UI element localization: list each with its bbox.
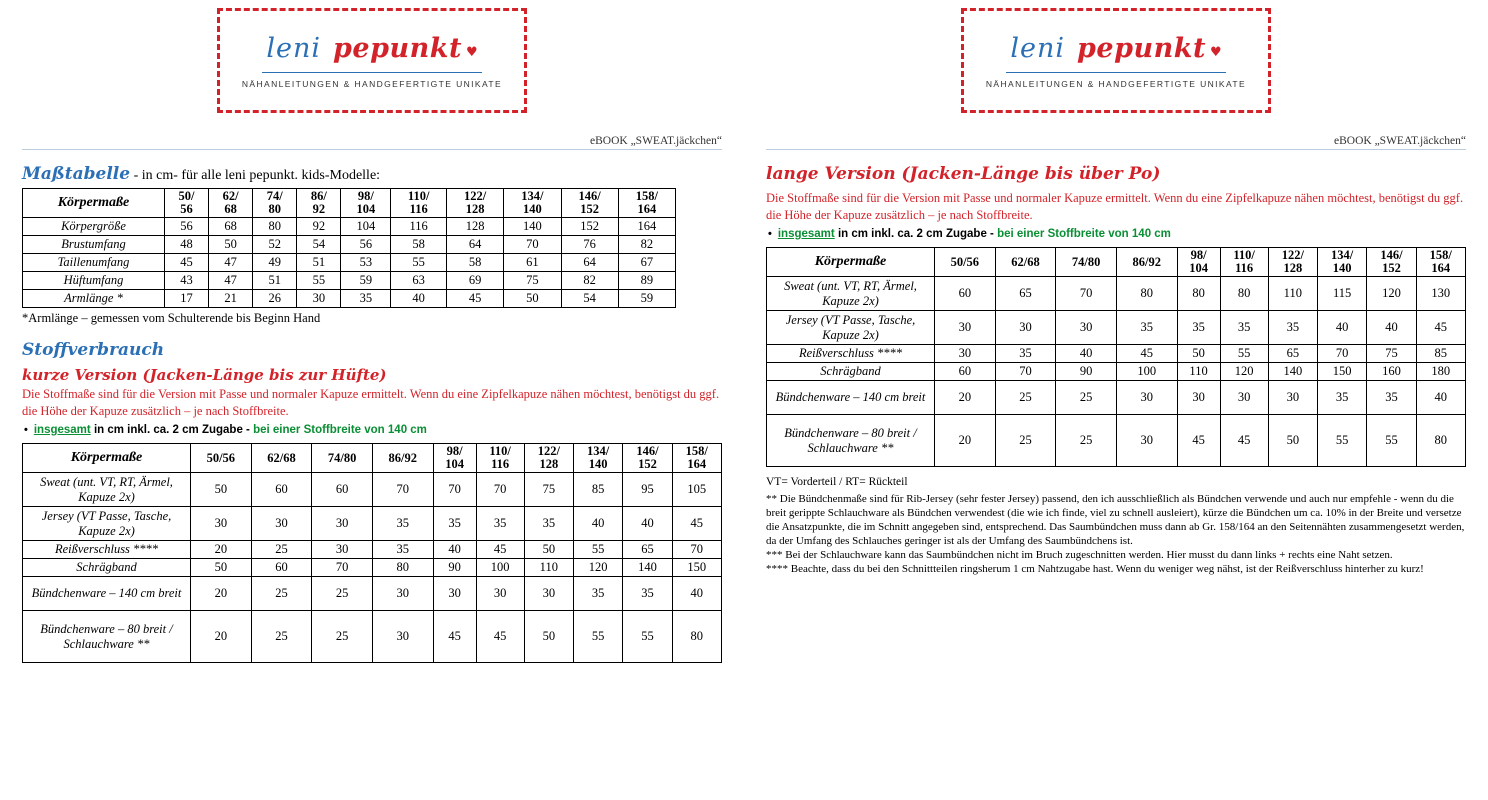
stoffverbrauch-heading: Stoffverbrauch xyxy=(22,340,165,361)
bullet-insgesamt: insgesamt xyxy=(777,227,835,240)
cell: 35 xyxy=(433,507,476,541)
cell: 164 xyxy=(618,218,675,236)
cell: 130 xyxy=(1416,277,1465,311)
col-head: 74/80 xyxy=(312,444,373,473)
cell: 82 xyxy=(561,272,618,290)
cell: 59 xyxy=(618,290,675,308)
cell: 152 xyxy=(561,218,618,236)
cell: 50 xyxy=(504,290,561,308)
cell: 80 xyxy=(1116,277,1177,311)
cell: 35 xyxy=(372,507,433,541)
table-row xyxy=(23,272,676,290)
row-label: Bündchenware – 80 breit / Schlauchware ** xyxy=(23,611,191,663)
cell: 30 xyxy=(372,577,433,611)
cell: 30 xyxy=(312,541,373,559)
table-header-row xyxy=(23,189,676,218)
cell: 55 xyxy=(573,541,622,559)
cell: 64 xyxy=(561,254,618,272)
col-head: 158/ 164 xyxy=(618,189,675,218)
cell: 45 xyxy=(433,611,476,663)
cell: 30 xyxy=(1177,381,1220,415)
cell: 180 xyxy=(1416,363,1465,381)
cell: 35 xyxy=(1367,381,1416,415)
cell: 58 xyxy=(447,254,504,272)
cell: 75 xyxy=(504,272,561,290)
kurze-version-heading: kurze Version (Jacken-Länge bis zur Hüfte) xyxy=(22,366,387,385)
table-corner-label: Körpermaße xyxy=(23,444,191,473)
cell: 30 xyxy=(1116,415,1177,467)
footnote-nahtzugabe: **** Beachte, dass du bei den Schnittteilen ringsherum 1 cm Nahtzugabe hast. Wenn du weniger weg nähst, ist der Reißverschluss hinterher zu kurz! xyxy=(766,563,1424,576)
cell: 30 xyxy=(372,611,433,663)
cell: 54 xyxy=(297,236,341,254)
cell: 110 xyxy=(524,559,573,577)
cell: 64 xyxy=(447,236,504,254)
cell: 45 xyxy=(447,290,504,308)
bullet-icon: • xyxy=(24,424,28,436)
logo-tagline: NÄHANLEITUNGEN & HANDGEFERTIGTE UNIKATE xyxy=(985,78,1247,89)
cell: 53 xyxy=(341,254,391,272)
cell: 35 xyxy=(1220,311,1268,345)
col-head: 110/ 116 xyxy=(391,189,447,218)
cell: 43 xyxy=(165,272,209,290)
cell: 85 xyxy=(573,473,622,507)
cell: 82 xyxy=(618,236,675,254)
cell: 75 xyxy=(1367,345,1416,363)
cell: 35 xyxy=(623,577,672,611)
row-label: Körpergröße xyxy=(23,218,165,236)
cell: 80 xyxy=(1177,277,1220,311)
col-head: 98/ 104 xyxy=(1177,247,1220,276)
cell: 48 xyxy=(165,236,209,254)
cell: 90 xyxy=(433,559,476,577)
cell: 30 xyxy=(191,507,252,541)
cell: 25 xyxy=(995,381,1056,415)
measurement-table xyxy=(22,188,676,308)
cell: 40 xyxy=(1317,311,1366,345)
table-row xyxy=(23,541,722,559)
table-row xyxy=(23,254,676,272)
cell: 67 xyxy=(618,254,675,272)
table-row xyxy=(767,345,1466,363)
table-row xyxy=(767,363,1466,381)
cell: 35 xyxy=(1268,311,1317,345)
cell: 65 xyxy=(995,277,1056,311)
col-head: 110/ 116 xyxy=(476,444,524,473)
heart-icon: ♥ xyxy=(465,44,478,60)
footnote-schlauchware: *** Bei der Schlauchware kann das Saumbündchen nicht im Bruch zugeschnitten werden. Hier musst du dann links + rechts eine Naht setzen. xyxy=(766,549,1393,562)
cell: 70 xyxy=(312,559,373,577)
table-row xyxy=(767,381,1466,415)
lang-bullet xyxy=(768,228,1488,241)
cell: 45 xyxy=(1177,415,1220,467)
col-head: 98/ 104 xyxy=(341,189,391,218)
bullet-icon: • xyxy=(768,227,772,240)
col-head: 146/ 152 xyxy=(623,444,672,473)
cell: 35 xyxy=(476,507,524,541)
armlaenge-note: *Armlänge – gemessen vom Schulterende bis Beginn Hand xyxy=(22,311,321,326)
bullet-middle: in cm inkl. ca. 2 cm Zugabe - xyxy=(834,227,998,240)
col-head: 122/ 128 xyxy=(1268,247,1317,276)
cell: 25 xyxy=(251,541,312,559)
cell: 51 xyxy=(297,254,341,272)
cell: 26 xyxy=(253,290,297,308)
cell: 40 xyxy=(391,290,447,308)
cell: 80 xyxy=(1416,415,1465,467)
cell: 89 xyxy=(618,272,675,290)
col-head: 110/ 116 xyxy=(1220,247,1268,276)
table-header-row xyxy=(767,247,1466,276)
cell: 20 xyxy=(191,541,252,559)
bullet-insgesamt: insgesamt xyxy=(33,424,91,436)
cell: 21 xyxy=(209,290,253,308)
row-label: Hüftumfang xyxy=(23,272,165,290)
cell: 45 xyxy=(165,254,209,272)
cell: 56 xyxy=(165,218,209,236)
cell: 55 xyxy=(391,254,447,272)
row-label: Sweat (unt. VT, RT, Ärmel, Kapuze 2x) xyxy=(767,277,935,311)
cell: 20 xyxy=(191,611,252,663)
row-label: Armlänge * xyxy=(23,290,165,308)
table-row xyxy=(23,218,676,236)
cell: 20 xyxy=(191,577,252,611)
lange-version-paragraph: Die Stoffmaße sind für die Version mit Passe und normaler Kapuze ermittelt. Wenn du eine Zipfelkapuze nähen möchtest, benötigst du ggf. die Höhe der Kapuze zusätzlich – je nach Stoffbreite. xyxy=(766,191,1464,222)
table-row xyxy=(23,473,722,507)
lange-version-table xyxy=(766,247,1466,467)
cell: 35 xyxy=(1317,381,1366,415)
cell: 35 xyxy=(524,507,573,541)
cell: 80 xyxy=(1220,277,1268,311)
cell: 30 xyxy=(312,507,373,541)
logo-word-pepunkt: pepunkt xyxy=(1077,32,1206,64)
cell: 45 xyxy=(672,507,721,541)
col-head: 98/ 104 xyxy=(433,444,476,473)
cell: 75 xyxy=(524,473,573,507)
col-head: 122/ 128 xyxy=(447,189,504,218)
cell: 40 xyxy=(672,577,721,611)
cell: 55 xyxy=(1367,415,1416,467)
cell: 30 xyxy=(1220,381,1268,415)
cell: 30 xyxy=(935,345,996,363)
row-label: Schrägband xyxy=(23,559,191,577)
row-label: Sweat (unt. VT, RT, Ärmel, Kapuze 2x) xyxy=(23,473,191,507)
masstabelle-subtitle: - in cm- für alle leni pepunkt. kids-Modelle: xyxy=(130,168,381,183)
col-head: 74/80 xyxy=(1056,247,1117,276)
cell: 80 xyxy=(372,559,433,577)
cell: 95 xyxy=(623,473,672,507)
cell: 70 xyxy=(476,473,524,507)
cell: 60 xyxy=(935,363,996,381)
row-label: Schrägband xyxy=(767,363,935,381)
col-head: 50/56 xyxy=(935,247,996,276)
cell: 47 xyxy=(209,254,253,272)
cell: 60 xyxy=(312,473,373,507)
cell: 50 xyxy=(209,236,253,254)
table-row xyxy=(23,507,722,541)
cell: 55 xyxy=(1220,345,1268,363)
cell: 110 xyxy=(1268,277,1317,311)
cell: 63 xyxy=(391,272,447,290)
cell: 35 xyxy=(1116,311,1177,345)
cell: 40 xyxy=(1056,345,1117,363)
row-label: Taillenumfang xyxy=(23,254,165,272)
cell: 35 xyxy=(372,541,433,559)
cell: 45 xyxy=(1220,415,1268,467)
cell: 150 xyxy=(1317,363,1366,381)
row-label: Reißverschluss **** xyxy=(767,345,935,363)
cell: 30 xyxy=(476,577,524,611)
col-head: 62/68 xyxy=(251,444,312,473)
masstabelle-heading-row xyxy=(22,164,722,184)
col-head: 74/ 80 xyxy=(253,189,297,218)
cell: 105 xyxy=(672,473,721,507)
bullet-stoffbreite: bei einer Stoffbreite von 140 cm xyxy=(253,424,427,436)
col-head: 86/92 xyxy=(1116,247,1177,276)
masstabelle-heading: Maßtabelle xyxy=(22,164,131,184)
cell: 25 xyxy=(1056,381,1117,415)
brand-logo-left xyxy=(217,8,527,113)
cell: 35 xyxy=(341,290,391,308)
cell: 30 xyxy=(433,577,476,611)
row-label: Bündchenware – 140 cm breit xyxy=(767,381,935,415)
col-head: 134/ 140 xyxy=(504,189,561,218)
table-corner-label: Körpermaße xyxy=(23,189,165,218)
ebook-label-left: eBOOK „SWEAT.jäckchen“ xyxy=(22,135,722,150)
col-head: 146/ 152 xyxy=(561,189,618,218)
cell: 69 xyxy=(447,272,504,290)
bullet-stoffbreite: bei einer Stoffbreite von 140 cm xyxy=(997,227,1171,240)
cell: 70 xyxy=(995,363,1056,381)
col-head: 50/56 xyxy=(191,444,252,473)
cell: 40 xyxy=(623,507,672,541)
cell: 25 xyxy=(312,611,373,663)
cell: 30 xyxy=(524,577,573,611)
col-head: 86/92 xyxy=(372,444,433,473)
cell: 85 xyxy=(1416,345,1465,363)
cell: 55 xyxy=(297,272,341,290)
cell: 30 xyxy=(251,507,312,541)
cell: 25 xyxy=(251,611,312,663)
logo-tagline: NÄHANLEITUNGEN & HANDGEFERTIGTE UNIKATE xyxy=(241,78,503,89)
brand-logo-right xyxy=(961,8,1271,113)
cell: 45 xyxy=(1116,345,1177,363)
table-row xyxy=(767,277,1466,311)
cell: 110 xyxy=(1177,363,1220,381)
col-head: 122/ 128 xyxy=(524,444,573,473)
cell: 120 xyxy=(573,559,622,577)
cell: 55 xyxy=(623,611,672,663)
cell: 100 xyxy=(476,559,524,577)
cell: 128 xyxy=(447,218,504,236)
footnotes xyxy=(766,475,1466,576)
bullet-middle: in cm inkl. ca. 2 cm Zugabe - xyxy=(90,424,254,436)
col-head: 62/ 68 xyxy=(209,189,253,218)
cell: 30 xyxy=(995,311,1056,345)
cell: 50 xyxy=(1268,415,1317,467)
kurze-version-paragraph: Die Stoffmaße sind für die Version mit Passe und normaler Kapuze ermittelt. Wenn du eine Zipfelkapuze nähen möchtest, benötigst du ggf. die Höhe der Kapuze zusätzlich – je nach Stoffbreite. xyxy=(22,387,720,419)
lange-version-heading: lange Version (Jacken-Länge bis über Po) xyxy=(766,164,1161,184)
page-right xyxy=(744,0,1488,800)
col-head: 134/ 140 xyxy=(573,444,622,473)
cell: 25 xyxy=(312,577,373,611)
kurz-bullet xyxy=(24,424,744,437)
logo-divider xyxy=(1006,72,1226,73)
col-head: 50/ 56 xyxy=(165,189,209,218)
cell: 50 xyxy=(524,541,573,559)
cell: 17 xyxy=(165,290,209,308)
cell: 140 xyxy=(623,559,672,577)
cell: 50 xyxy=(191,473,252,507)
kurze-version-table xyxy=(22,443,722,663)
logo-divider xyxy=(262,72,482,73)
cell: 45 xyxy=(476,611,524,663)
cell: 51 xyxy=(253,272,297,290)
cell: 30 xyxy=(1116,381,1177,415)
cell: 50 xyxy=(524,611,573,663)
cell: 45 xyxy=(1416,311,1465,345)
cell: 80 xyxy=(672,611,721,663)
cell: 120 xyxy=(1220,363,1268,381)
cell: 35 xyxy=(1177,311,1220,345)
logo-word-leni: leni xyxy=(266,32,322,64)
cell: 35 xyxy=(995,345,1056,363)
cell: 80 xyxy=(253,218,297,236)
cell: 140 xyxy=(504,218,561,236)
cell: 52 xyxy=(253,236,297,254)
cell: 92 xyxy=(297,218,341,236)
row-label: Jersey (VT Passe, Tasche, Kapuze 2x) xyxy=(23,507,191,541)
ebook-label-right: eBOOK „SWEAT.jäckchen“ xyxy=(766,135,1466,150)
cell: 140 xyxy=(1268,363,1317,381)
cell: 45 xyxy=(476,541,524,559)
cell: 115 xyxy=(1317,277,1366,311)
table-row xyxy=(23,236,676,254)
row-label: Reißverschluss **** xyxy=(23,541,191,559)
row-label: Bündchenware – 140 cm breit xyxy=(23,577,191,611)
table-row xyxy=(23,577,722,611)
table-row xyxy=(23,290,676,308)
cell: 40 xyxy=(573,507,622,541)
cell: 35 xyxy=(573,577,622,611)
cell: 104 xyxy=(341,218,391,236)
cell: 50 xyxy=(1177,345,1220,363)
cell: 30 xyxy=(1268,381,1317,415)
table-row xyxy=(767,415,1466,467)
table-corner-label: Körpermaße xyxy=(767,247,935,276)
cell: 90 xyxy=(1056,363,1117,381)
cell: 160 xyxy=(1367,363,1416,381)
col-head: 146/ 152 xyxy=(1367,247,1416,276)
cell: 116 xyxy=(391,218,447,236)
cell: 54 xyxy=(561,290,618,308)
table-row xyxy=(23,559,722,577)
cell: 70 xyxy=(504,236,561,254)
stoffverbrauch-heading-row xyxy=(22,340,722,360)
cell: 70 xyxy=(433,473,476,507)
col-head: 86/ 92 xyxy=(297,189,341,218)
table-header-row xyxy=(23,444,722,473)
footnote-vt: VT= Vorderteil / RT= Rückteil xyxy=(766,476,908,489)
cell: 76 xyxy=(561,236,618,254)
cell: 49 xyxy=(253,254,297,272)
cell: 25 xyxy=(1056,415,1117,467)
cell: 60 xyxy=(251,473,312,507)
cell: 25 xyxy=(251,577,312,611)
cell: 40 xyxy=(1367,311,1416,345)
cell: 30 xyxy=(1056,311,1117,345)
cell: 30 xyxy=(297,290,341,308)
footnote-buendchen: ** Die Bündchenmaße sind für Rib-Jersey (sehr fester Jersey) passend, den ich ausschließlich als Bündchen verwende und auch nur empfehle - wenn du die breit gerippte Schlauchware als Bündchen verwendest (die wie ich finde, viel zu schnell ausleiert), kürze die Bündchen um ca. 10% in der Breite und versetze die Ansatzpunkte, die im Schnitt angegeben sind, entsprechend. Das Saumbündchen muss dann ab Gr. 158/164 an den Seitennähten zusammengesetzt werden, da der Umfang des Schlauches geringer ist als der Umfang des Saumbündchens ist. xyxy=(766,492,1465,548)
cell: 65 xyxy=(1268,345,1317,363)
logo-word-leni: leni xyxy=(1010,32,1066,64)
cell: 40 xyxy=(1416,381,1465,415)
cell: 30 xyxy=(935,311,996,345)
cell: 70 xyxy=(372,473,433,507)
row-label: Brustumfang xyxy=(23,236,165,254)
cell: 59 xyxy=(341,272,391,290)
row-label: Bündchenware – 80 breit / Schlauchware ** xyxy=(767,415,935,467)
cell: 40 xyxy=(433,541,476,559)
col-head: 134/ 140 xyxy=(1317,247,1366,276)
logo-word-pepunkt: pepunkt xyxy=(333,32,462,64)
cell: 58 xyxy=(391,236,447,254)
cell: 47 xyxy=(209,272,253,290)
heart-icon: ♥ xyxy=(1209,44,1222,60)
cell: 56 xyxy=(341,236,391,254)
cell: 50 xyxy=(191,559,252,577)
table-row xyxy=(23,611,722,663)
col-head: 158/ 164 xyxy=(1416,247,1465,276)
cell: 55 xyxy=(573,611,622,663)
cell: 100 xyxy=(1116,363,1177,381)
cell: 70 xyxy=(1317,345,1366,363)
cell: 150 xyxy=(672,559,721,577)
cell: 20 xyxy=(935,415,996,467)
cell: 120 xyxy=(1367,277,1416,311)
cell: 70 xyxy=(672,541,721,559)
col-head: 158/ 164 xyxy=(672,444,721,473)
cell: 20 xyxy=(935,381,996,415)
row-label: Jersey (VT Passe, Tasche, Kapuze 2x) xyxy=(767,311,935,345)
table-row xyxy=(767,311,1466,345)
cell: 68 xyxy=(209,218,253,236)
cell: 65 xyxy=(623,541,672,559)
cell: 55 xyxy=(1317,415,1366,467)
cell: 25 xyxy=(995,415,1056,467)
cell: 60 xyxy=(935,277,996,311)
cell: 70 xyxy=(1056,277,1117,311)
col-head: 62/68 xyxy=(995,247,1056,276)
cell: 61 xyxy=(504,254,561,272)
cell: 60 xyxy=(251,559,312,577)
